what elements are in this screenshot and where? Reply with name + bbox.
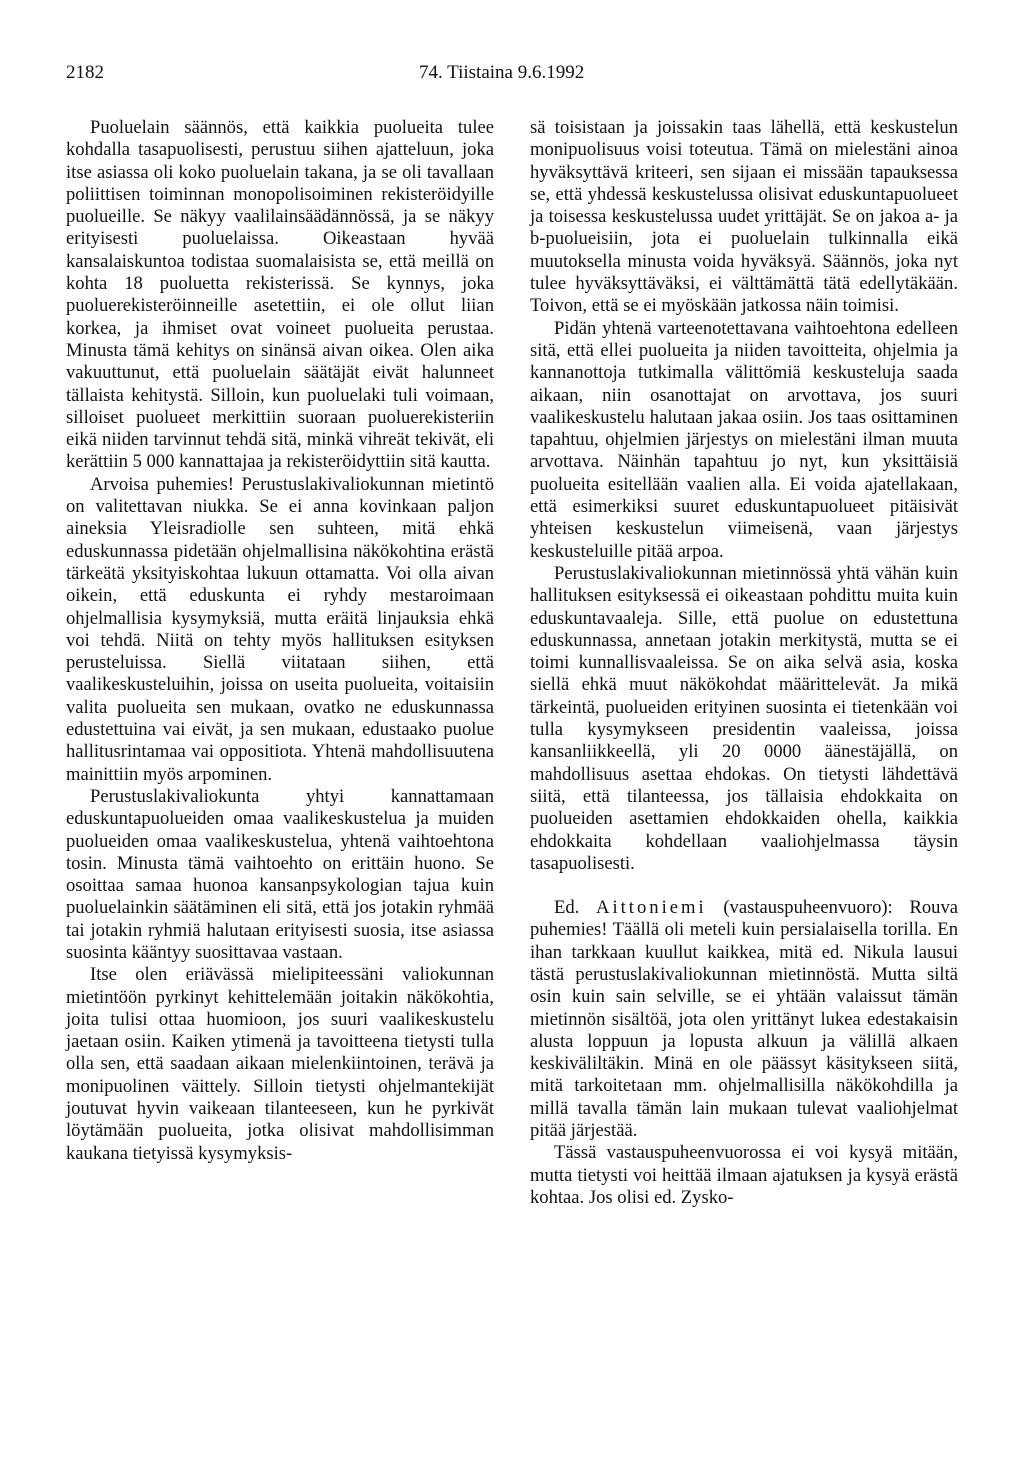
session-date: 74. Tiistaina 9.6.1992 (419, 62, 585, 83)
paragraph: sä toisistaan ja joissakin taas lähellä, että keskustelun monipuolisuus voisi toteutua. Tämä on mielestäni ainoa hyväksyttävä kriteeri, sen sijaan ei missään tapauksessa se, että yhdessä keskustelussa olisivat eduskuntapuolueet ja toisessa keskustelussa uudet yrittäjät. Se on jakoa a- ja b-puolueisiin, jota ei puoluelain tulkinnalla eikä muutoksella minusta voida hyväksyä. Säännös, joka nyt tulee hyväksyttäväksi, ei välttämättä tätä edellytäkään. Toivon, että se ei myöskään jatkossa näin toimisi. (530, 117, 958, 317)
paragraph: Tässä vastauspuheenvuorossa ei voi kysyä mitään, mutta tietysti voi heittää ilmaan ajatuksen ja kysyä erästä kohtaa. Jos olisi ed. Zysko- (530, 1142, 958, 1208)
speech-text: Rouva puhemies! Täällä oli meteli kuin persialaisella torilla. En ihan tarkkaan kuullut kaikkea, mitä ed. Nikula lausui tästä perustuslakivaliokunnan mietinnöstä. Mutta siltä osin kuin sain selville, se ei yhtään valaissut tämän mietinnön sisältöä, jota olen yrittänyt lukea edestakaisin alusta loppuun ja lopusta alkuun ja välillä alkaen keskiväliltäkin. Minä en ole päässyt käsitykseen siitä, mitä tarkoitetaan mm. ohjelmallisilla näkökohdilla ja millä tavalla tämän lain mukaan tulevat vaaliohjelmat pitää järjestää. (530, 897, 958, 1142)
speaker-paragraph (530, 897, 958, 1142)
speaker-name: Aittoniemi (596, 897, 707, 919)
paragraph: Pidän yhtenä varteenotettavana vaihtoehtona edelleen sitä, että ellei puolueita ja niiden tavoitteita, ohjelmia ja kannanottoja tutkimalla välittömiä keskusteluja saada aikaan, niin osanottajat on arvottava, jos suuri vaalikeskustelu halutaan jakaa osiin. Jos taas osittaminen tapahtuu, ohjelmien järjestys on mielestäni ilman muuta arvottava. Näinhän tapahtuu jo nyt, kun yksittäisiä puolueita esitellään vaalien alla. Ei voida ajatellakaan, että esimerkiksi suuret eduskuntapuolueet pitäisivät yhteisen keskustelun viimeisenä, vaan järjestys keskusteluille pitää arpoa. (530, 317, 958, 562)
paragraph: Perustuslakivaliokunta yhtyi kannattamaan eduskuntapuolueiden omaa vaalikeskustelua ja muiden puolueiden omaa vaalikeskustelua, yhtenä vaihtoehtona tosin. Minusta tämä vaihtoehto on erittäin huono. Se osoittaa samaa huonoa kansanpsykologian tajua kuin puoluelainkin säätäminen eli sitä, että jos jotakin ryhmää tai jotakin ryhmiä halutaan erityisesti suosia, itse asiassa suosinta kääntyy suosittavaa vastaan. (66, 785, 494, 963)
paragraph: Arvoisa puhemies! Perustuslakivaliokunnan mietintö on valitettavan niukka. Se ei anna kovinkaan paljon aineksia Yleisradiolle sen suhteen, mitä ehkä eduskunnassa pidetään ohjelmallisina näkökohtina erästä tärkeätä yksityiskohtaa lukuun ottamatta. Voi olla aivan oikein, että eduskunta ei ryhdy mestaroimaan ohjelmallisia kysymyksiä, mutta eräitä linjauksia ehkä voi tehdä. Niitä on tehty myös hallituksen esityksen perusteluissa. Siellä viitataan siihen, että vaalikeskusteluihin, joissa on useita puolueita, voitaisiin valita puolueita sen mukaan, ovatko ne eduskunnassa edustettuina vai eivät, ja sen mukaan, edustaako puolue hallitusrintamaa vai oppositiota. Yhtenä mahdollisuutena mainittiin myös arpominen. (66, 473, 494, 785)
left-column (66, 117, 494, 1165)
speaker-remark: (vastauspuheenvuoro): (723, 897, 893, 919)
paragraph: Puoluelain säännös, että kaikkia puolueita tulee kohdalla tasapuolisesti, perustuu siihen ajatteluun, joka itse asiassa oli koko puoluelain takana, ja se oli tavallaan poliittisen toiminnan monopolisoiminen rekisteröidyille puolueille. Se näkyy vaalilainsäädännössä, ja se näkyy erityisesti puoluelaissa. Oikeastaan hyvää kansalaiskuntoa todistaa suomalaisista se, että meillä on kohta 18 puoluetta rekisterissä. Se kynnys, joka puoluerekisteröinneille asetettiin, ei ole ollut liian korkea, ja ihmiset ovat voineet puolueita perustaa. Minusta tämä kehitys on sinänsä aivan oikea. Olen aika vakuuttunut, että puoluelain säätäjät eivät halunneet tällaista kehitystä. Silloin, kun puoluelaki tuli voimaan, silloiset puolueet merkittiin suoraan puoluerekisteriin eikä niiden tarvinnut tehdä sitä, minkä vihreät tekivät, eli kerättiin 5 000 kannattajaa ja rekisteröidyttiin sitä kautta. (66, 117, 494, 473)
paragraph: Itse olen eriävässä mielipiteessäni valiokunnan mietintöön pyrkinyt kehittelemään joitakin näkökohtia, joita tulisi ottaa huomioon, jos suuri vaalikeskustelu jaetaan osiin. Kaiken ytimenä ja tavoitteena tietysti tulla olla sen, että saadaan aikaan mielenkiintoinen, terävä ja monipuolinen väittely. Silloin tietysti ohjelmantekijät joutuvat hyvin vaikeaan tilanteeseen, kun he pyrkivät löytämään puolueita, jotka olisivat mahdollisimman kaukana tietyissä kysymyksis- (66, 964, 494, 1164)
paragraph: Perustuslakivaliokunnan mietinnössä yhtä vähän kuin hallituksen esityksessä ei oikeastaan pohdittu muita kuin eduskuntavaaleja. Sille, että puolue on edustettuna eduskunnassa, annetaan jotakin merkitystä, mutta se ei toimi kunnallisvaaleissa. Se on aika selvä asia, koska siellä ehkä muut näkökohdat määrittelevät. Ja mikä tärkeintä, puolueiden erityinen suosinta ei tietenkään voi tulla kysymykseen presidentin vaaleissa, joissa kansanliikkeellä, yli 20 0000 äänestäjällä, on mahdollisuus asettaa ehdokas. On tietysti lähdettävä siitä, että tilanteessa, jos tällaisia ehdokkaita on puolueiden asettamien ehdokkaiden ohella, kaikkia ehdokkaita kohdellaan vaaliohjelmassa täysin tasapuolisesti. (530, 562, 958, 874)
speaker-prefix: Ed. (554, 897, 580, 919)
right-column (530, 117, 958, 1209)
page-number: 2182 (66, 62, 104, 83)
page-header (0, 62, 1024, 88)
